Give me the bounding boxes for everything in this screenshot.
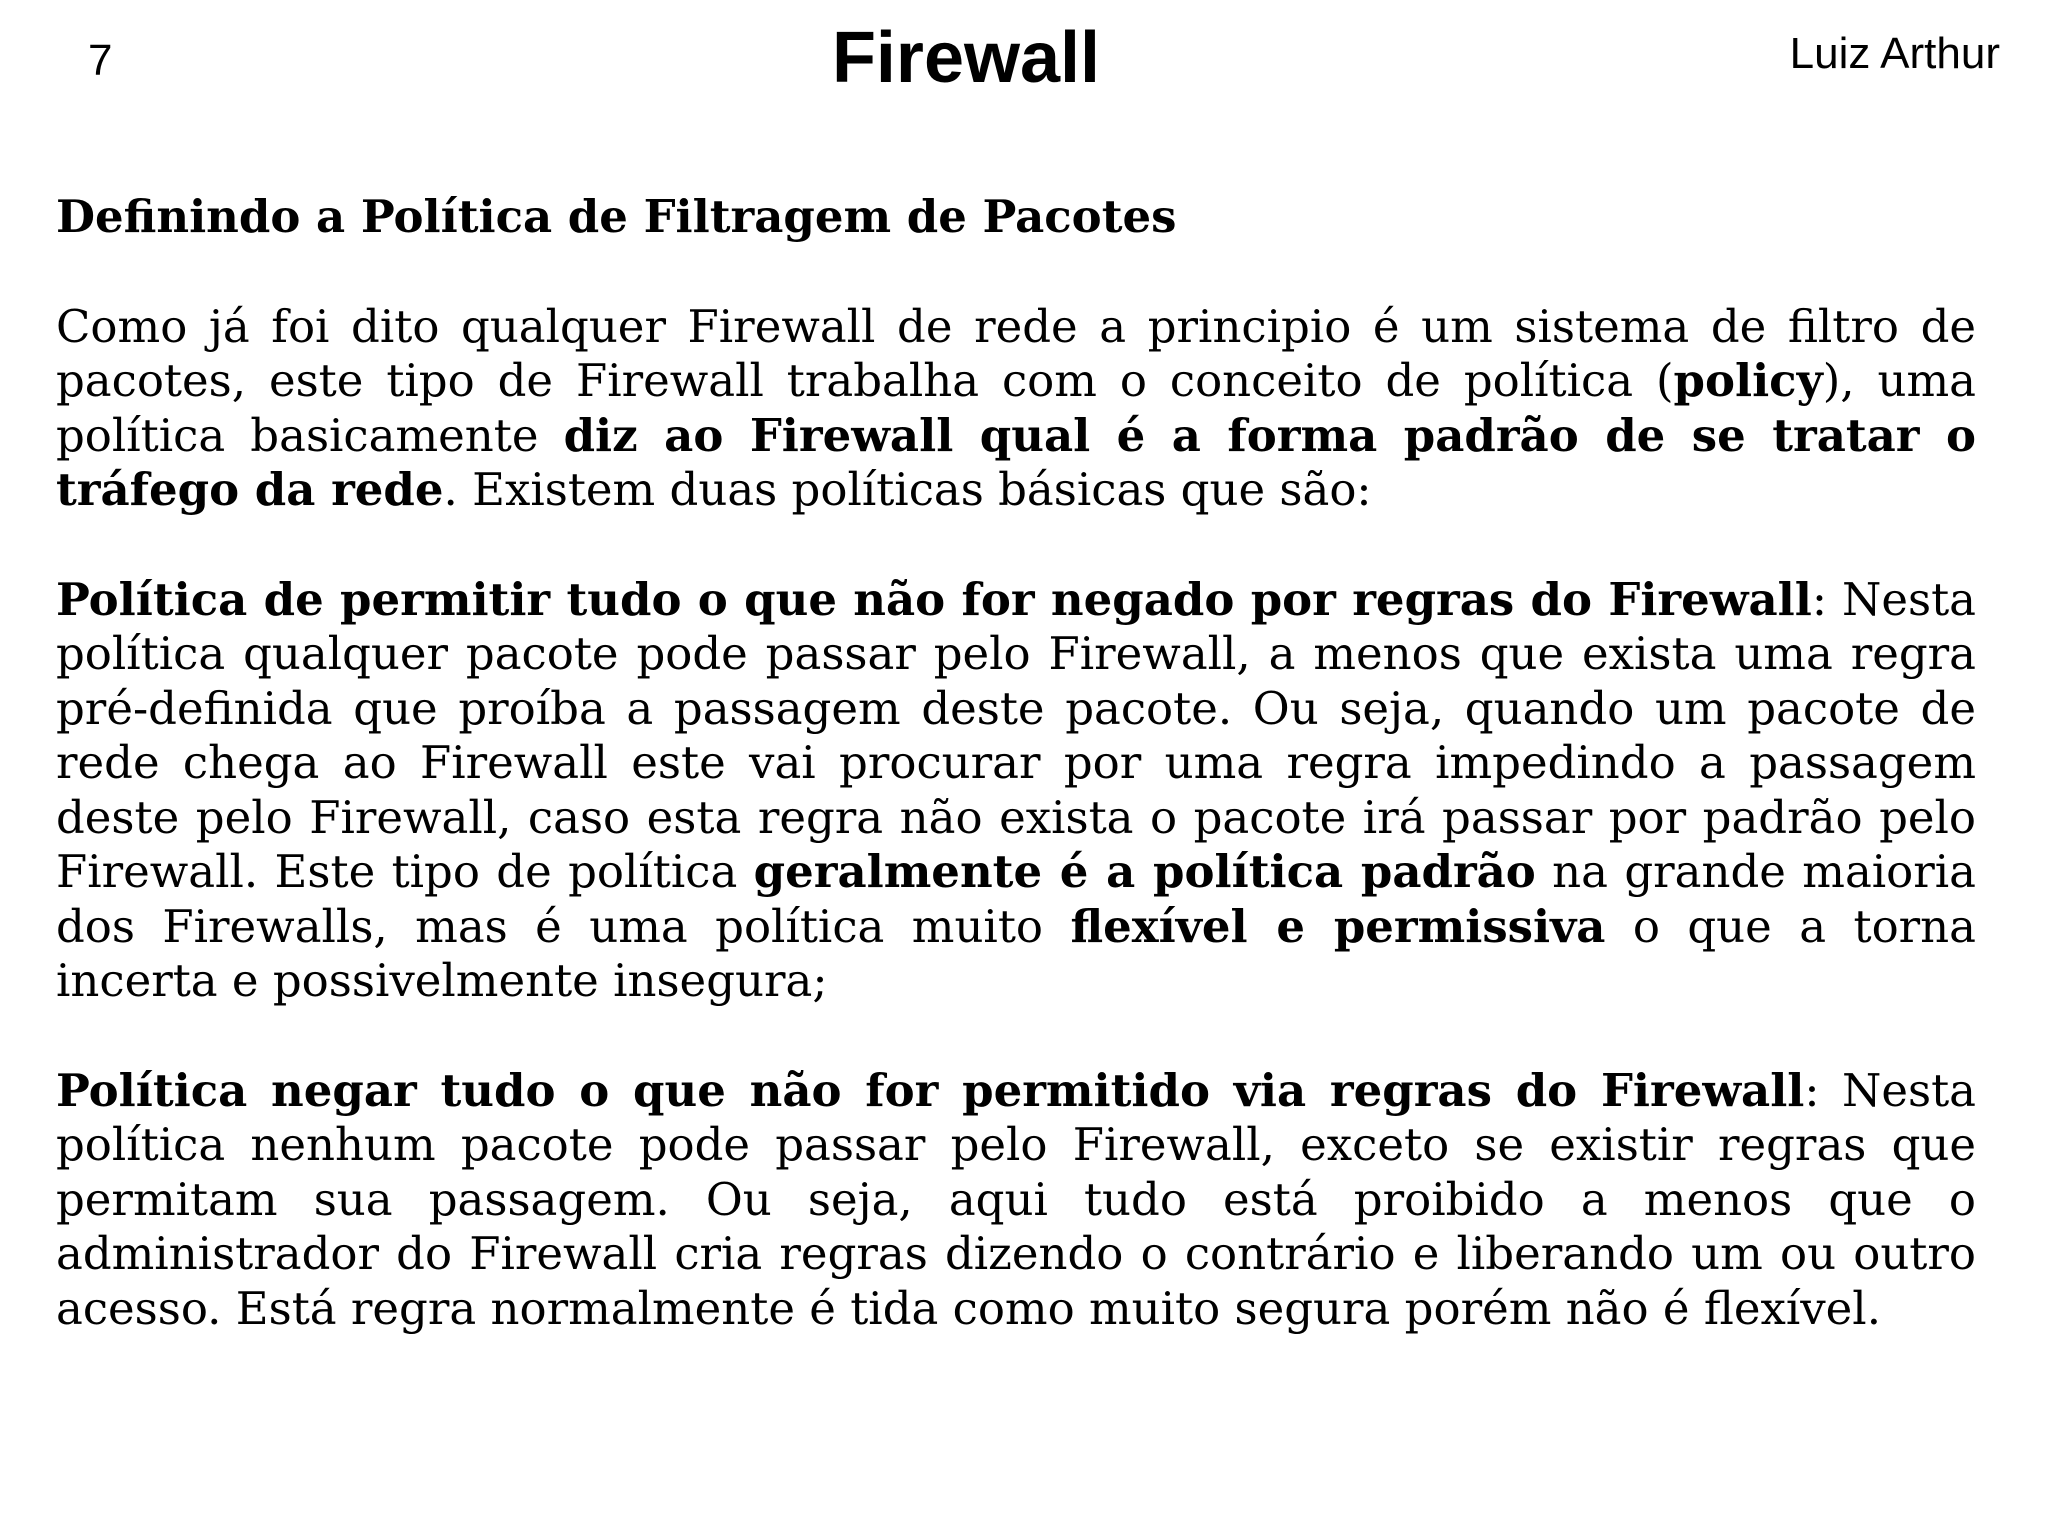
page-number: 7	[88, 36, 113, 85]
author-name: Luiz Arthur	[1789, 29, 2000, 78]
intro-text-1: Como já foi dito qualquer Firewall de rede a principio é um sistema de filtro de pacotes, este tipo de Firewall trabalha com o conceito de política (	[56, 299, 1976, 407]
intro-bold-policy: policy	[1673, 354, 1823, 407]
intro-text-2: ), uma política basicamente	[56, 354, 1976, 462]
policy-allow-bold-flexible: flexível e permissiva	[1070, 899, 1606, 953]
intro-bold-definition: diz ao Firewall qual é a forma padrão de se tratar o tráfego da rede	[56, 408, 1976, 516]
slide-header	[0, 0, 2048, 110]
policy-allow-paragraph	[56, 573, 1976, 1009]
policy-deny-text-1: : Nesta política nenhum pacote pode passar pelo Firewall, exceto se existir regras que permitam sua passagem. Ou seja, aqui tudo está proibido a menos que o administrador do Firewall cria regras dizendo o contrário e liberando um ou outro acesso. Está regra normalmente é tida como muito segura porém não é flexível.	[56, 1063, 1976, 1335]
policy-allow-text-2: na grande maioria dos Firewalls, mas é uma política muito	[56, 845, 1976, 953]
policy-allow-text-3: o que a torna incerta e possivelmente insegura;	[56, 899, 1976, 1007]
section-heading: Definindo a Política de Filtragem de Pacotes	[56, 190, 1177, 243]
slide-content	[56, 190, 1976, 1391]
policy-allow-text-1: : Nesta política qualquer pacote pode passar pelo Firewall, a menos que exista uma regra pré-definida que proíba a passagem deste pacote. Ou seja, quando um pacote de rede chega ao Firewall este vai procurar por uma regra impedindo a passagem deste pelo Firewall, caso esta regra não exista o pacote irá passar por padrão pelo Firewall. Este tipo de política	[56, 572, 1976, 898]
policy-allow-title: Política de permitir tudo o que não for negado por regras do Firewall	[56, 572, 1812, 626]
intro-text-3: . Existem duas políticas básicas que são:	[443, 463, 1372, 516]
intro-paragraph	[56, 300, 1976, 518]
policy-deny-paragraph	[56, 1064, 1976, 1337]
policy-deny-title: Política negar tudo o que não for permitido via regras do Firewall	[56, 1063, 1805, 1117]
slide-title: Firewall	[831, 18, 1101, 98]
policy-allow-bold-default: geralmente é a política padrão	[753, 845, 1536, 898]
